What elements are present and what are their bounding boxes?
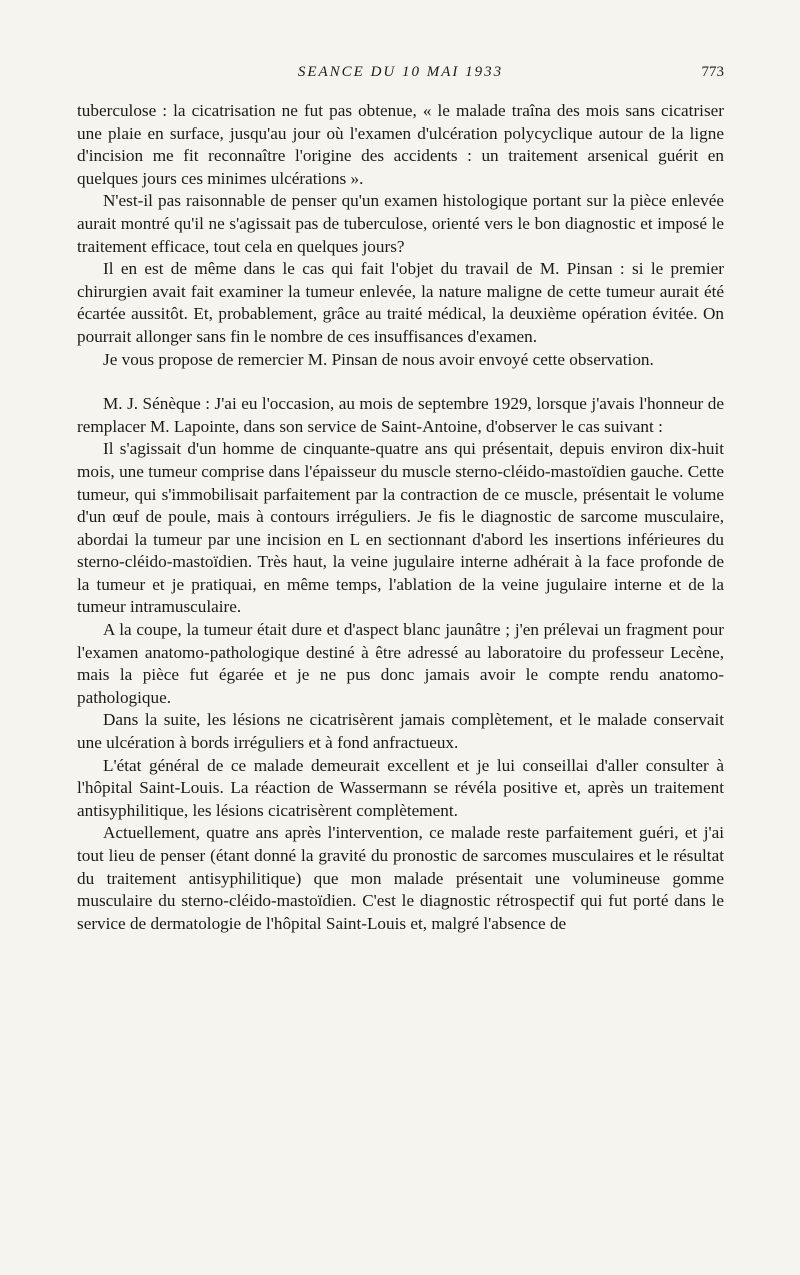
paragraph-seneque-intro: M. J. Sénèque : J'ai eu l'occasion, au mois de septembre 1929, lorsque j'avais l'honneur de remplacer M. Lapointe, dans son service de Saint-Antoine, d'observer le cas suivant :	[77, 394, 724, 436]
paragraph-section-findings: A la coupe, la tumeur était dure et d'aspect blanc jaunâtre ; j'en prélevai un fragment pour l'examen anatomo-pathologique destiné à être adressé au laboratoire du professeur Lecène, mais la pièce fut égarée et je ne pus donc jamais avoir le compte rendu anatomo-pathologique.	[77, 620, 724, 707]
body-text	[77, 100, 724, 935]
paragraph-wassermann: L'état général de ce malade demeurait excellent et je lui conseillai d'aller consulter à l'hôpital Saint-Louis. La réaction de Wassermann se révéla positive et, après un traitement antisyphilitique, les lésions cicatrisèrent complètement.	[77, 755, 724, 820]
paragraph-outcome: Actuellement, quatre ans après l'intervention, ce malade reste parfaitement guéri, et j'ai tout lieu de penser (étant donné la gravité du pronostic de sarcomes musculaires et le résultat du traitement antisyphilitique) que mon malade présentait une volumineuse gomme musculaire du sterno-cléido-mastoïdien. C'est le diagnostic rétrospectif qui fut porté dans le service de dermatologie de l'hôpital Saint-Louis et, malgré l'absence de	[77, 823, 724, 933]
paragraph-continuation: tuberculose : la cicatrisation ne fut pas obtenue, « le malade traîna des mois sans cicatriser une plaie en surface, jusqu'au jour où l'examen d'ulcération polycyclique autour de la ligne d'incision me fit reconnaître l'origine des accidents : un traitement arsenical guérit en quelques jours ces minimes ulcérations ».	[77, 101, 724, 188]
page-number: 773	[701, 64, 724, 80]
running-title: SEANCE DU 10 MAI 1933	[297, 64, 504, 80]
paragraph-case-description: Il s'agissait d'un homme de cinquante-quatre ans qui présentait, depuis environ dix-huit mois, une tumeur comprise dans l'épaisseur du muscle sterno-cléido-mastoïdien gauche. Cette tumeur, qui s'immobilisait parfaitement par la contraction de ce muscle, présentait le volume d'un œuf de poule, mais à contours irréguliers. Je fis le diagnostic de sarcome musculaire, abordai la tumeur par une incision en L en sectionnant d'abord les insertions inférieures du sterno-cléido-mastoïdien. Très haut, la veine jugulaire interne adhérait à la face profonde de la tumeur et je pratiquai, en même temps, l'ablation de la veine jugulaire interne et de la tumeur intramusculaire.	[77, 439, 724, 617]
paragraph-pinsan-case: Il en est de même dans le cas qui fait l'objet du travail de M. Pinsan : si le premier chirurgien avait fait examiner la tumeur enlevée, la nature maligne de cette tumeur aurait été écartée aussitôt. Et, probablement, grâce au traité médical, la deuxième opération évitée. On pourrait allonger sans fin le nombre de ces insuffisances d'examen.	[77, 259, 724, 346]
running-head	[77, 58, 724, 88]
paragraph-histology-question: N'est-il pas raisonnable de penser qu'un examen histologique portant sur la pièce enlevée aurait montré qu'il ne s'agissait pas de tuberculose, orienté vers le bon diagnostic et imposé le traitement efficace, tout cela en quelques jours?	[77, 191, 724, 256]
paragraph-thanks: Je vous propose de remercier M. Pinsan de nous avoir envoyé cette observation.	[103, 349, 654, 369]
paragraph-ulceration: Dans la suite, les lésions ne cicatrisèrent jamais complètement, et le malade conservait une ulcération à bords irréguliers et à fond anfractueux.	[77, 710, 724, 753]
